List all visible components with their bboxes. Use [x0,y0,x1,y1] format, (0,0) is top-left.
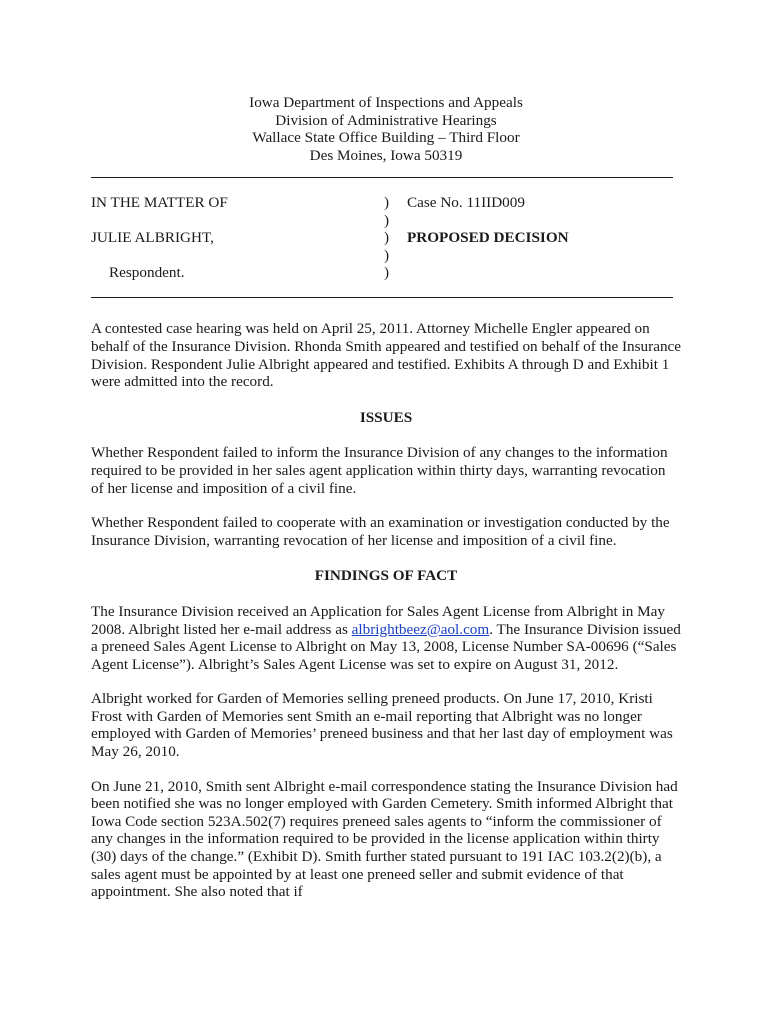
case-number: Case No. 11IID009 [407,194,525,212]
agency-header [91,94,681,164]
caption-respondent-name: JULIE ALBRIGHT, [91,229,214,247]
division-name: Division of Administrative Hearings [275,111,497,129]
caption-role: Respondent. [109,264,185,282]
finding-paragraph-3: On June 21, 2010, Smith sent Albright e-mail correspondence stating the Insurance Division had been notified she was no longer employed with Garden Cemetery. Smith informed Albright that Iowa Code section 523A.502(7) requires preneed sales agents to “inform the commissioner of any changes in the information required to be provided in the license application within thirty (30) days of the change.” (Exhibit D). Smith further stated pursuant to 191 IAC 103.2(2)(b), a sales agent must be appointed by at least one preneed seller and submit evidence of that appointment. She also noted that if [91,777,678,901]
case-caption: IN THE MATTER OF JULIE ALBRIGHT, Respondent. ) ) ) ) ) Case No. 11IID009 PROPOSED DECISION [91,194,569,282]
document-page [91,94,681,901]
finding-paragraph-1: The Insurance Division received an Application for Sales Agent License from Albright in May 2008. Albright listed her e-mail address as albrightbeez@aol.com. The Insurance Division issued a preneed Sales Agent License to Albright on May 13, 2008, License Number SA-00696 (“Sales Agent License”). Albright’s Sales Agent License was set to expire on August 31, 2012. [91,602,681,673]
intro-paragraph: A contested case hearing was held on April 25, 2011. Attorney Michelle Engler appeared on behalf of the Insurance Division. Rhonda Smith appeared and testified on behalf of the Insurance Division. Respondent Julie Albright appeared and testified. Exhibits A through D and Exhibit 1 were admitted into the record. [91,320,682,391]
issues-heading: ISSUES [359,408,413,426]
building-address: Wallace State Office Building – Third Floor [252,129,520,147]
findings-heading: FINDINGS OF FACT [314,567,458,585]
email-link[interactable]: albrightbeez@aol.com [351,620,490,638]
caption-divider [91,297,673,298]
caption-matter: IN THE MATTER OF [91,194,228,212]
agency-name: Iowa Department of Inspections and Appeals [249,94,523,111]
city-address: Des Moines, Iowa 50319 [309,146,463,164]
issue-paragraph-2: Whether Respondent failed to cooperate with an examination or investigation conducted by the Insurance Division, warranting revocation of her license and imposition of a civil fine. [91,514,670,549]
finding-paragraph-2: Albright worked for Garden of Memories selling preneed products. On June 17, 2010, Kristi Frost with Garden of Memories sent Smith an e-mail reporting that Albright was no longer employed with Garden of Memories’ preneed business and that her last day of employment was May 26, 2010. [91,690,673,761]
issue-paragraph-1: Whether Respondent failed to inform the Insurance Division of any changes to the information required to be provided in her sales agent application within thirty days, warranting revocation of her license and imposition of a civil fine. [91,444,668,497]
header-divider [91,177,673,178]
decision-title: PROPOSED DECISION [407,229,569,247]
